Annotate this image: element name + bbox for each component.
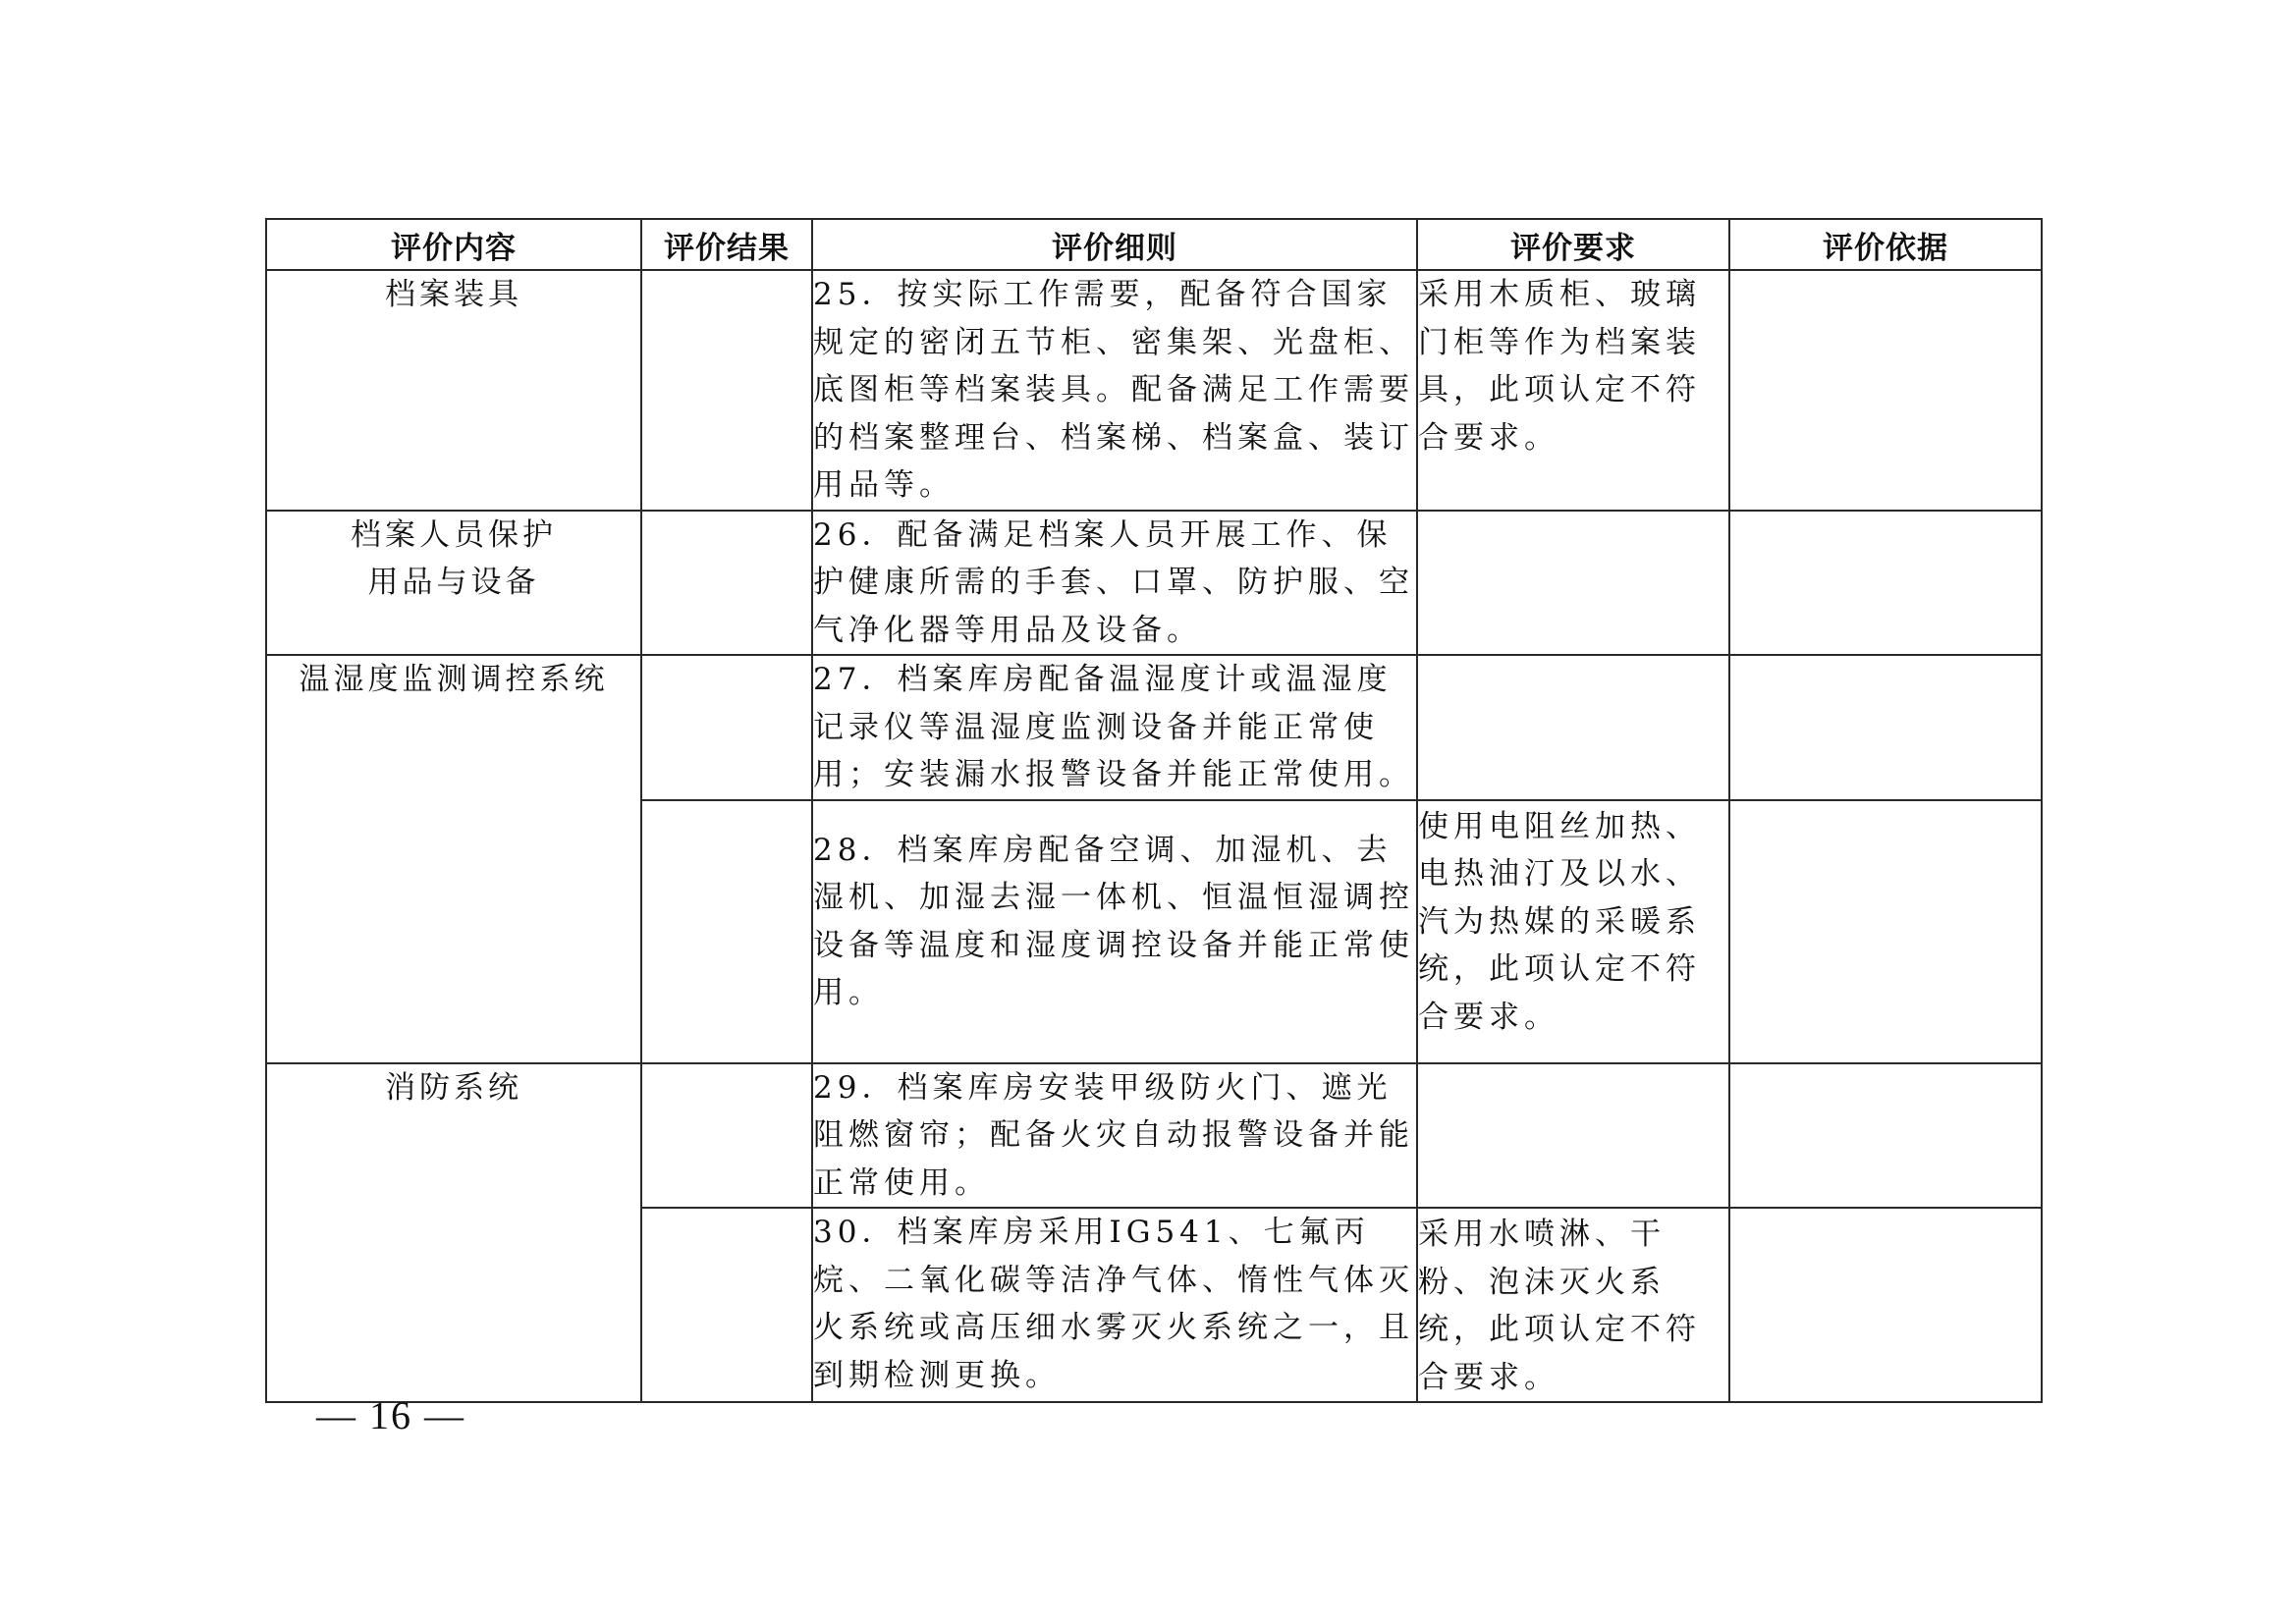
result-cell — [641, 655, 812, 800]
detail-cell: 26．配备满足档案人员开展工作、保护健康所需的手套、口罩、防护服、空气净化器等用品及设备。 — [812, 511, 1417, 656]
requirement-cell: 使用电阻丝加热、电热油汀及以水、汽为热媒的采暖系统，此项认定不符合要求。 — [1417, 800, 1729, 1063]
table-row — [266, 511, 2042, 656]
header-requirement: 评价要求 — [1417, 219, 1729, 270]
requirement-cell — [1417, 655, 1729, 800]
category-cell: 消防系统 — [266, 1063, 641, 1403]
requirement-cell: 采用木质柜、玻璃门柜等作为档案装具，此项认定不符合要求。 — [1417, 270, 1729, 511]
result-cell — [641, 1208, 812, 1402]
table-row — [266, 1063, 2042, 1209]
basis-cell — [1729, 1063, 2042, 1209]
category-cell — [266, 511, 641, 656]
basis-cell — [1729, 511, 2042, 656]
header-detail: 评价细则 — [812, 219, 1417, 270]
detail-cell: 27．档案库房配备温湿度计或温湿度记录仪等温湿度监测设备并能正常使用；安装漏水报警设备并能正常使用。 — [812, 655, 1417, 800]
requirement-cell — [1417, 511, 1729, 656]
basis-cell — [1729, 1208, 2042, 1402]
header-result: 评价结果 — [641, 219, 812, 270]
requirement-cell: 采用水喷淋、干粉、泡沫灭火系统，此项认定不符合要求。 — [1417, 1208, 1729, 1402]
detail-cell: 28．档案库房配备空调、加湿机、去湿机、加湿去湿一体机、恒温恒湿调控设备等温度和湿度调控设备并能正常使用。 — [812, 800, 1417, 1063]
page-number: — 16 — — [316, 1393, 465, 1437]
table-header-row — [266, 219, 2042, 270]
detail-cell: 25．按实际工作需要，配备符合国家规定的密闭五节柜、密集架、光盘柜、底图柜等档案装具。配备满足工作需要的档案整理台、档案梯、档案盒、装订用品等。 — [812, 270, 1417, 511]
result-cell — [641, 1063, 812, 1209]
header-content: 评价内容 — [266, 219, 641, 270]
requirement-cell — [1417, 1063, 1729, 1209]
header-basis: 评价依据 — [1729, 219, 2042, 270]
basis-cell — [1729, 800, 2042, 1063]
table-row — [266, 655, 2042, 800]
result-cell — [641, 511, 812, 656]
category-label: 档案人员保护用品与设备 — [351, 516, 557, 600]
category-cell: 温湿度监测调控系统 — [266, 655, 641, 1063]
detail-cell: 30．档案库房采用IG541、七氟丙烷、二氧化碳等洁净气体、惰性气体灭火系统或高压细水雾灭火系统之一，且到期检测更换。 — [812, 1208, 1417, 1402]
table-row — [266, 270, 2042, 511]
basis-cell — [1729, 270, 2042, 511]
result-cell — [641, 270, 812, 511]
result-cell — [641, 800, 812, 1063]
evaluation-table — [265, 218, 2043, 1403]
detail-cell: 29．档案库房安装甲级防火门、遮光阻燃窗帘；配备火灾自动报警设备并能正常使用。 — [812, 1063, 1417, 1209]
category-cell: 档案装具 — [266, 270, 641, 511]
basis-cell — [1729, 655, 2042, 800]
